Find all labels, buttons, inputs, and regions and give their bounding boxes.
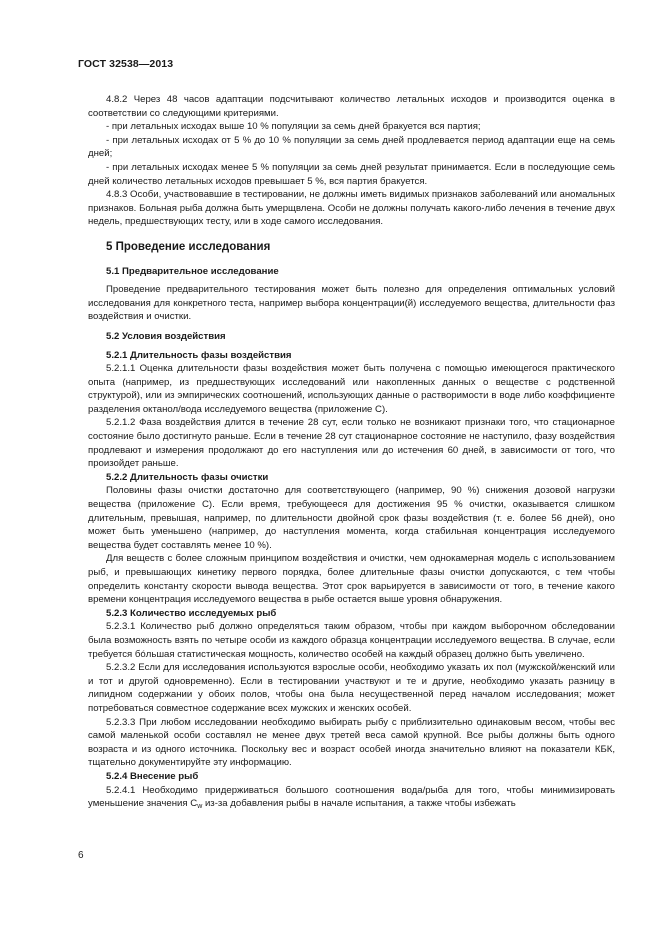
section-5-2-heading: 5.2 Условия воздействия [106,330,226,342]
paragraph-5-2-1-1: 5.2.1.1 Оценка длительности фазы воздействия может быть получена с помощью имеющегося практического опыта (например, из предшествующих исследований или накопленных данных о веществе с родственной структурой), или из эмпирических соотношений, использующих данные о растворимости в воде либо коэффициенте разделения октанол/вода исследуемого вещества (приложение С). [88,363,615,415]
document-body [88,93,615,814]
paragraph-4-8-3: 4.8.3 Особи, участвовавшие в тестировании, не должны иметь видимых признаков заболеваний или аномальных признаков. Больная рыба должна быть умерщвлена. Особи не должны получать какого-либо лечения в течение двух недель, предшествующих тесту, или в ходе самого исследования. [88,189,615,228]
paragraph-text: 5.2.4.1 Необходимо придерживаться большого соотношения вода/рыба для того, чтобы минимизировать уменьшение значения C [88,784,615,810]
section-5-1-heading: 5.1 Предварительное исследование [106,265,279,277]
paragraph-5-2-3-2: 5.2.3.2 Если для исследования используются взрослые особи, необходимо указать их пол (мужской/женский или и тот и другой одновременно). Если в тестировании участвуют и те и другие, необходимо указать разницу в липидном содержании у обоих полов, чтобы она была несущественной перед началом исследования; может потребоваться совместное содержание всех мужских и женских особей. [88,662,615,714]
paragraph-text: из-за добавления рыбы в начале испытания, а также чтобы избежать [202,798,516,810]
paragraph-5-2-2-a: Половины фазы очистки достаточно для соответствующего (например, 90 %) снижения дозовой нагрузки вещества (приложение С). Если время, требующееся для достижения 95 % очистки, оказывается слишком длительным, превышая, например, по длительности двойной срок фазы воздействия (т. е. более 56 дней), оно может быть уменьшено (например, до наступления момента, когда стабильная концентрация исследуемого вещества будет составлять менее 10 %). [88,485,615,551]
list-item: - при летальных исходах менее 5 % популяции за семь дней результат принимается. Если в последующие семь дней количество летальных исходов превышает 5 %, вся партия бракуется. [88,161,615,187]
paragraph-5-2-1-2: 5.2.1.2 Фаза воздействия длится в течение 28 сут, если только не возникают признаки того, что стационарное состояние было достигнуто раньше. Если в течение 28 сут стационарное состояние не наступило, фазу воздействия продлевают и измерения продолжают до его наступления или до истечения 60 дней, в зависимости от того, что произойдет раньше. [88,417,615,470]
section-5-2-1-heading: 5.2.1 Длительность фазы воздействия [106,349,292,361]
paragraph-5-2-2-b: Для веществ с более сложным принципом воздействия и очистки, чем однокамерная модель с использованием рыб, и превышающих кинетику первого порядка, более длительные фазы очистки допускаются, с тем чтобы определить константу скорости вывода вещества. Этот срок варьируется в зависимости от того, в течение какого времени концентрация исследуемого вещества в рыбе остается выше уровня обнаружения. [88,553,615,606]
list-item: - при летальных исходах от 5 % до 10 % популяции за семь дней продлевается период адаптации еще на семь дней; [88,134,615,160]
paragraph-5-2-4-1 [88,784,615,814]
list-item: - при летальных исходах выше 10 % популяции за семь дней бракуется вся партия; [106,121,481,133]
section-5-heading: 5 Проведение исследования [106,240,271,253]
paragraph-5-2-3-3: 5.2.3.3 При любом исследовании необходимо выбирать рыбу с приблизительно одинаковым весом, чтобы вес самой маленькой особи составлял не менее двух третей веса самой крупной. Все рыбы должны быть одного возраста и из одного источника. Поскольку вес и возраст особей иногда значительно влияют на показатели КБК, тщательно документируйте эту информацию. [88,716,615,769]
standard-header: ГОСТ 32538—2013 [78,58,174,70]
section-5-2-3-heading: 5.2.3 Количество исследуемых рыб [106,607,277,619]
page-number: 6 [78,850,84,861]
section-5-2-4-heading: 5.2.4 Внесение рыб [106,770,199,782]
section-5-2-2-heading: 5.2.2 Длительность фазы очистки [106,471,269,483]
section-5-1-text: Проведение предварительного тестирования может быть полезно для определения оптимальных условий исследования для конкретного теста, например выбора концентрации(й) исследуемого вещества, длительности фаз воздействия и очистки. [88,284,615,323]
subscript-w: w [197,803,203,811]
paragraph-4-8-2: 4.8.2 Через 48 часов адаптации подсчитывают количество летальных исходов и производится оценка в соответствии со следующими критериями. [88,94,615,119]
paragraph-5-2-3-1: 5.2.3.1 Количество рыб должно определяться таким образом, чтобы при каждом выборочном обследовании была возможность взять по четыре особи из каждого образца концентрации исследуемого вещества. В случае, если требуется бóльшая статистическая мощность, количество особей на каждый образец должно быть увеличено. [88,621,615,660]
